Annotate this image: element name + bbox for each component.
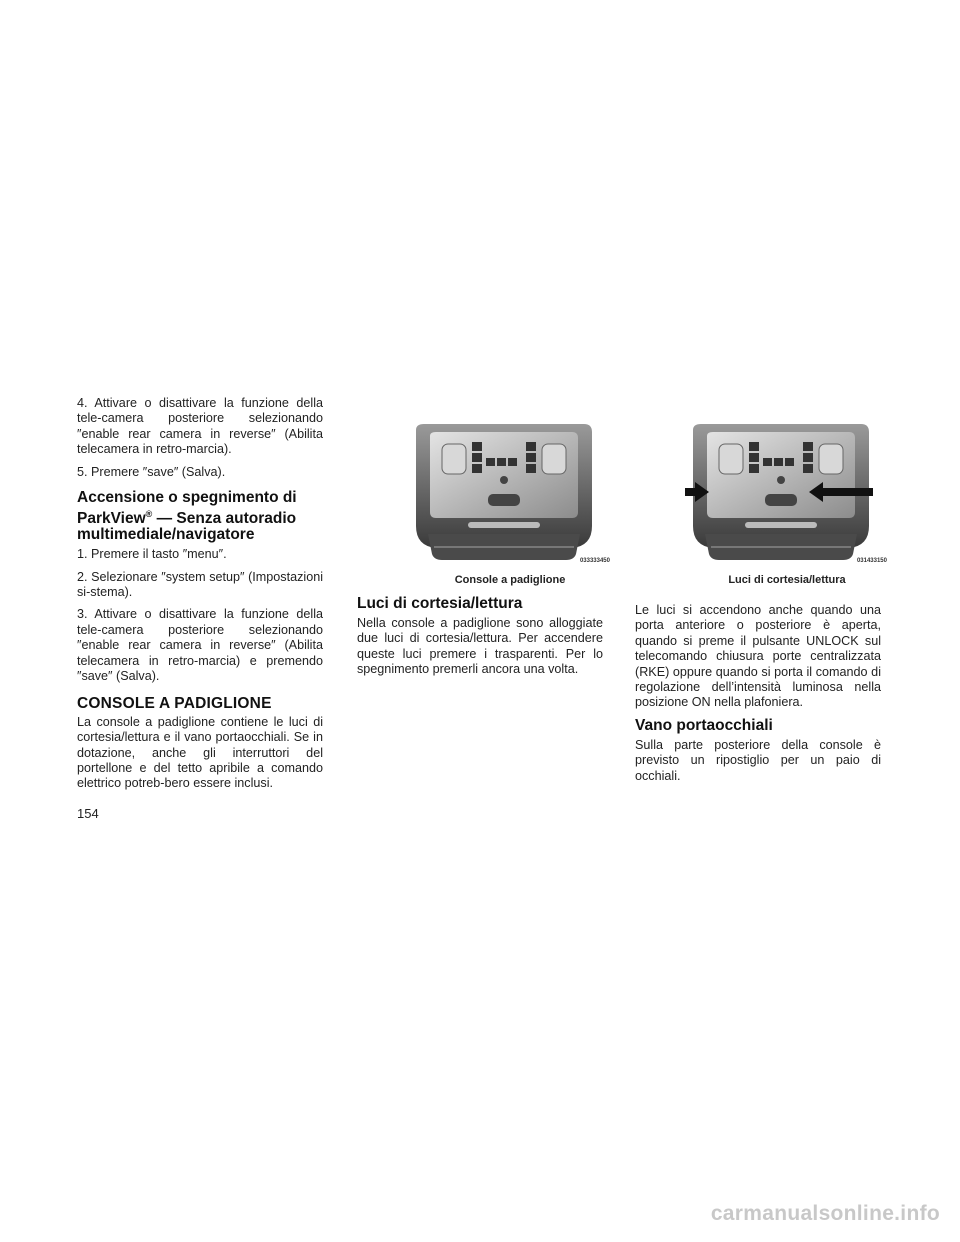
section-heading-parkview: Accensione o spegnimento di ParkView® — Senza autoradio multimediale/navigatore [77,489,297,544]
page-number: 154 [77,806,99,821]
step-b1: 1. Premere il tasto ″menu″. [77,547,227,562]
step-b3: 3. Attivare o disattivare la funzione della tele-camera posteriore selezionando ″enable rear camera in reverse″ (Abilita telecamera in retro-marcia) e premendo ″save″ (Salva). [77,607,323,684]
left-column [77,396,323,799]
right-column [635,590,881,791]
figure-caption-lights: Luci di cortesia/lettura [728,574,846,586]
step-5: 5. Premere ″save″ (Salva). [77,464,226,479]
figure-caption-console: Console a padiglione [454,574,566,586]
section-heading-console: CONSOLE A PADIGLIONE [77,695,272,713]
figure-courtesy-lights [685,422,889,566]
registered-mark: ® [145,509,153,520]
courtesy-lights-image [685,422,889,566]
section-heading-courtesy-lights: Luci di cortesia/lettura [357,595,523,612]
lights-activation-paragraph: Le luci si accendono anche quando una porta anteriore o posteriore è aperta, quando si preme il pulsante UNLOCK sul telecomando chiusura porte centralizzata (RKE) oppure quando si porta il comando di regolazione dell’intensità luminosa nella posizione ON nella plafoniera. [635,603,881,710]
step-b2: 2. Selezionare ″system setup″ (Impostazioni si-stema). [77,569,323,599]
overhead-console-image [408,422,612,566]
figure-code: 031433150 [856,558,887,564]
sunglass-bin-paragraph: Sulla parte posteriore della console è previsto un ripostiglio per un paio di occhiali. [635,737,881,783]
step-4: 4. Attivare o disattivare la funzione della tele-camera posteriore selezionando ″enable rear camera in reverse″ (Abilita telecamera in retro-marcia). [77,396,323,457]
middle-column [357,590,603,685]
section-heading-sunglass-bin: Vano portaocchiali [635,716,773,734]
courtesy-lights-paragraph: Nella console a padiglione sono alloggiate due luci di cortesia/lettura. Per accendere queste luci premere i trasparenti. Per lo spegnimento premerli ancora una volta. [357,616,603,677]
console-paragraph: La console a padiglione contiene le luci di cortesia/lettura e il vano portaocchiali. Se in dotazione, anche gli interruttori del portellone e del tetto apribile a comando elettrico potreb-bero essere inclusi. [77,714,323,791]
watermark: carmanualsonline.info [710,1202,940,1225]
figure-overhead-console [408,422,612,566]
figure-code: 033333450 [579,558,610,564]
